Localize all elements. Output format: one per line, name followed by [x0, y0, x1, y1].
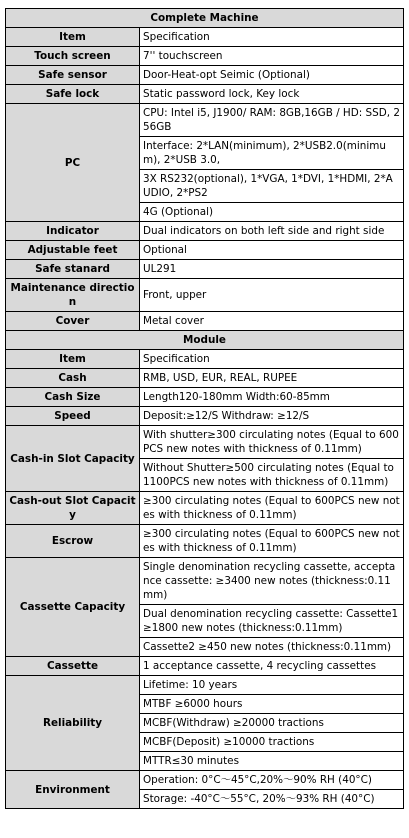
- row-label: Escrow: [6, 525, 140, 558]
- row-label: Maintenance direction: [6, 279, 140, 312]
- row-value: CPU: Intel i5, J1900/ RAM: 8GB,16GB / HD: SSD, 256GB: [140, 104, 404, 137]
- row-value: MTBF ≥6000 hours: [140, 695, 404, 714]
- table-row: [6, 85, 404, 104]
- column-header-spec: Specification: [140, 28, 404, 47]
- row-value: With shutter≥300 circulating notes (Equal to 600PCS new notes with thickness of 0.11mm): [140, 426, 404, 459]
- row-label: Safe stanard: [6, 260, 140, 279]
- column-header-item: Item: [6, 28, 140, 47]
- row-value: Storage: -40°C～55°C, 20%～93% RH (40°C): [140, 790, 404, 809]
- row-value: Dual denomination recycling cassette: Cassette1 ≥1800 new notes (thickness:0.11mm): [140, 605, 404, 638]
- row-value: 4G (Optional): [140, 203, 404, 222]
- row-value: Static password lock, Key lock: [140, 85, 404, 104]
- table-row: [6, 66, 404, 85]
- row-label: Safe sensor: [6, 66, 140, 85]
- row-value: Lifetime: 10 years: [140, 676, 404, 695]
- row-value: Interface: 2*LAN(minimum), 2*USB2.0(minimum), 2*USB 3.0,: [140, 137, 404, 170]
- row-value: MCBF(Deposit) ≥10000 tractions: [140, 733, 404, 752]
- table-row: [6, 407, 404, 426]
- row-label: Touch screen: [6, 47, 140, 66]
- spec-table: [5, 8, 404, 809]
- row-label: Speed: [6, 407, 140, 426]
- row-value: ≥300 circulating notes (Equal to 600PCS new notes with thickness of 0.11mm): [140, 525, 404, 558]
- row-value: Door-Heat-opt Seimic (Optional): [140, 66, 404, 85]
- row-value: MCBF(Withdraw) ≥20000 tractions: [140, 714, 404, 733]
- row-label: Cover: [6, 312, 140, 331]
- row-value: 7'' touchscreen: [140, 47, 404, 66]
- table-row: [6, 350, 404, 369]
- table-row: [6, 241, 404, 260]
- row-value: 1 acceptance cassette, 4 recycling cassettes: [140, 657, 404, 676]
- table-row: [6, 525, 404, 558]
- section-title-module: Module: [6, 331, 404, 350]
- column-header-spec: Specification: [140, 350, 404, 369]
- row-label: Cash-out Slot Capacity: [6, 492, 140, 525]
- row-label-pc: PC: [6, 104, 140, 222]
- row-value: Dual indicators on both left side and right side: [140, 222, 404, 241]
- row-value: Metal cover: [140, 312, 404, 331]
- row-label-cassette-capacity: Cassette Capacity: [6, 558, 140, 657]
- row-label: Cassette: [6, 657, 140, 676]
- row-label-environment: Environment: [6, 771, 140, 809]
- row-label: Cash: [6, 369, 140, 388]
- row-value: MTTR≤30 minutes: [140, 752, 404, 771]
- row-value: Front, upper: [140, 279, 404, 312]
- table-row: [6, 558, 404, 605]
- section-header-row: [6, 331, 404, 350]
- table-row: [6, 492, 404, 525]
- row-value: Optional: [140, 241, 404, 260]
- row-value: Cassette2 ≥450 new notes (thickness:0.11mm): [140, 638, 404, 657]
- table-row: [6, 104, 404, 137]
- row-value: UL291: [140, 260, 404, 279]
- table-row: [6, 676, 404, 695]
- table-row: [6, 771, 404, 790]
- section-header-row: [6, 9, 404, 28]
- row-label-reliability: Reliability: [6, 676, 140, 771]
- row-value: Single denomination recycling cassette, acceptance cassette: ≥3400 new notes (thickness:0.11mm): [140, 558, 404, 605]
- row-label: Safe lock: [6, 85, 140, 104]
- column-header-item: Item: [6, 350, 140, 369]
- table-row: [6, 369, 404, 388]
- row-value: ≥300 circulating notes (Equal to 600PCS new notes with thickness of 0.11mm): [140, 492, 404, 525]
- row-label: Adjustable feet: [6, 241, 140, 260]
- row-value: Length120-180mm Width:60-85mm: [140, 388, 404, 407]
- row-value: RMB, USD, EUR, REAL, RUPEE: [140, 369, 404, 388]
- row-label: Cash Size: [6, 388, 140, 407]
- table-row: [6, 312, 404, 331]
- table-row: [6, 28, 404, 47]
- table-row: [6, 426, 404, 459]
- row-value: Operation: 0°C～45°C,20%～90% RH (40°C): [140, 771, 404, 790]
- row-value: Deposit:≥12/S Withdraw: ≥12/S: [140, 407, 404, 426]
- table-row: [6, 657, 404, 676]
- table-row: [6, 260, 404, 279]
- row-label-cashin: Cash-in Slot Capacity: [6, 426, 140, 492]
- table-row: [6, 388, 404, 407]
- table-row: [6, 222, 404, 241]
- table-row: [6, 279, 404, 312]
- section-title-machine: Complete Machine: [6, 9, 404, 28]
- row-value: 3X RS232(optional), 1*VGA, 1*DVI, 1*HDMI, 2*AUDIO, 2*PS2: [140, 170, 404, 203]
- row-label: Indicator: [6, 222, 140, 241]
- table-row: [6, 47, 404, 66]
- row-value: Without Shutter≥500 circulating notes (Equal to 1100PCS new notes with thickness of 0.11mm): [140, 459, 404, 492]
